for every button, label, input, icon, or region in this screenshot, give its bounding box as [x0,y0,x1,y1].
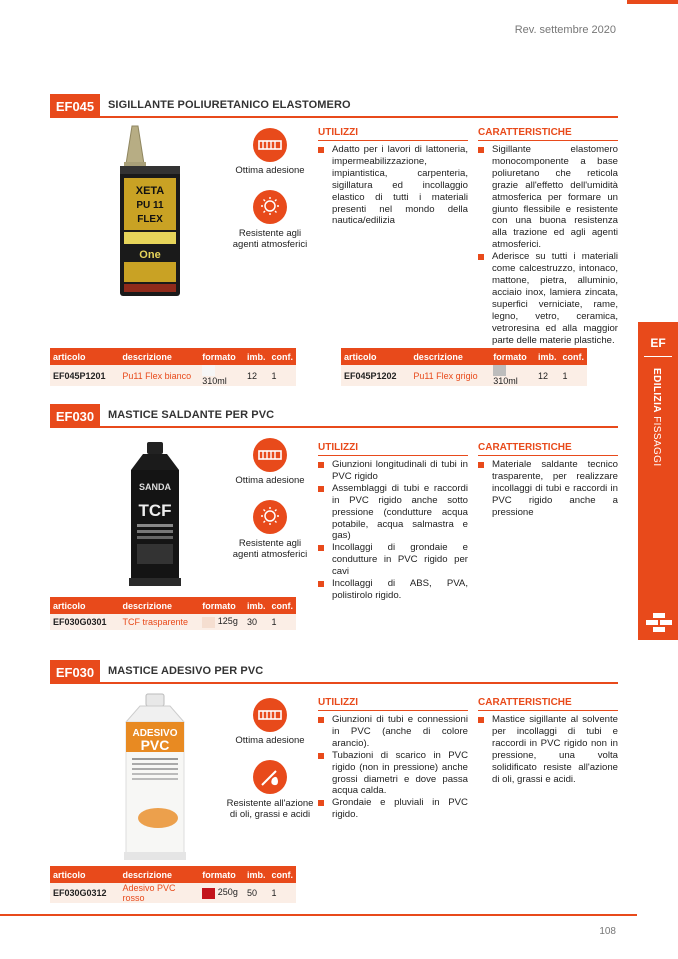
section-header [50,94,618,118]
table-row [50,365,296,386]
weather-icon [253,500,287,534]
specs-list [478,459,618,519]
col-header-descrizione: descrizione [119,348,199,365]
cartridge-label-1: XETA [135,185,165,197]
uses-rule [318,455,468,456]
section-code: EF030 [50,660,100,684]
row-desc: Pu11 Flex bianco [122,370,192,381]
cartridge-label-2: PU 11 [136,200,164,211]
side-tab-label-bold: EDILIZIA [651,368,662,413]
footer-rule [0,914,637,916]
specs-heading: CARATTERISTICHE [478,442,572,453]
section-header [50,404,618,428]
feature-label: Resistente agli agenti atmosferici [232,538,308,560]
uses-column [318,127,468,227]
row-format: 125g [217,616,238,627]
col-header-conf: conf. [268,866,296,883]
side-tab-label-regular: FISSAGGI [651,416,662,467]
uses-heading: UTILIZZI [318,697,358,708]
row-imb: 50 [246,888,257,898]
product-image-cartridge [110,124,195,300]
color-swatch [493,365,506,376]
row-code: EF045P1202 [344,370,397,381]
specs-list [478,144,618,346]
grip-icon [253,698,287,732]
tube-label-1: SANDA [138,482,172,492]
tube-label-2: PVC [140,737,170,753]
col-header-imb: imb. [244,866,269,883]
weather-icon [253,190,287,224]
section-code: EF045 [50,94,100,118]
col-header-formato: formato [199,348,244,365]
uses-list [318,459,468,602]
uses-list [318,144,468,227]
side-category-tab[interactable] [638,322,678,640]
side-tab-code: EF [650,336,666,350]
specs-rule [478,710,618,711]
col-header-articolo: articolo [50,866,119,883]
grip-icon [253,128,287,162]
specs-heading: CARATTERISTICHE [478,697,572,708]
uses-list [318,714,468,821]
color-swatch [202,617,215,628]
uses-rule [318,140,468,141]
drop-icon [253,760,287,794]
revision-label: Rev. settembre 2020 [514,24,616,36]
specs-column [478,127,618,346]
product-table [50,348,296,386]
col-header-imb: imb. [244,597,269,614]
uses-heading: UTILIZZI [318,442,358,453]
col-header-articolo: articolo [50,348,119,365]
product-image-tube-white [118,692,192,864]
col-header-conf: conf. [268,597,296,614]
specs-list [478,714,618,785]
feature-label: Ottima adesione [235,735,305,746]
section-title: MASTICE SALDANTE PER PVC [108,409,275,421]
col-header-conf: conf. [268,348,296,365]
tube-label-1: ADESIVO [132,728,178,739]
feature-label: Ottima adesione [235,475,305,486]
col-header-conf: conf. [559,348,587,365]
col-header-descrizione: descrizione [119,866,199,883]
specs-item: Mastice sigillante al solvente per incollaggi di tubi e raccordi in PVC rigido non in pressione, una volta solidificato resiste all'azione di oli, grassi e acidi. [478,714,618,785]
col-header-articolo: articolo [50,597,119,614]
cartridge-label-3: FLEX [137,214,163,225]
row-desc: TCF trasparente [122,617,188,627]
uses-column [318,442,468,602]
uses-item: Giunzioni di tubi e connessioni in PVC (anche di colore arancio). [318,714,468,750]
col-header-imb: imb. [244,348,269,365]
row-code: EF030G0301 [53,617,107,627]
row-imb: 12 [246,370,257,381]
table-row [50,614,296,630]
section-rule [100,682,618,684]
section-code: EF030 [50,404,100,428]
col-header-formato: formato [199,866,244,883]
page-number: 108 [599,926,616,937]
section-title: MASTICE ADESIVO PER PVC [108,665,264,677]
uses-item: Tubazioni di scarico in PVC rigido (non in pressione) anche grossi diametri e dove passa acqua calda. [318,750,468,798]
uses-rule [318,710,468,711]
table-row [341,365,587,386]
side-tab-label [651,368,662,467]
row-conf: 1 [271,370,277,381]
row-format: 250g [217,887,238,898]
specs-item: Aderisce su tutti i materiali come calcestruzzo, intonaco, mattone, pietra, alluminio, acciaio inox, lamiera zincata, superfici verniciate, rame, legno, vetro, ceramica, vetroresina ed alla maggior parte delle materie plastiche. [478,251,618,346]
col-header-formato: formato [199,597,244,614]
bricks-icon [646,612,672,632]
col-header-descrizione: descrizione [410,348,490,365]
color-swatch [202,365,215,376]
specs-rule [478,455,618,456]
uses-item: Incollaggi di grondaie e condutture in PVC rigido per cavi [318,542,468,578]
feature-label: Resistente all'azione di oli, grassi e acidi [226,798,314,820]
col-header-formato: formato [490,348,535,365]
feature-label: Resistente agli agenti atmosferici [232,228,308,250]
product-table [50,866,296,903]
specs-column [478,442,618,519]
row-conf: 1 [271,888,277,898]
product-table [50,597,296,630]
specs-column [478,697,618,785]
row-conf: 1 [271,617,277,627]
col-header-descrizione: descrizione [119,597,199,614]
row-imb: 12 [537,370,548,381]
product-image-tube-black [125,440,185,590]
row-code: EF030G0312 [53,888,107,898]
top-accent-bar [627,0,678,4]
product-table [341,348,587,386]
uses-item: Grondaie e pluviali in PVC rigido. [318,797,468,821]
col-header-articolo: articolo [341,348,410,365]
specs-item: Sigillante elastomero monocomponente a base poliuretano che reticola grazie all'effetto dell'umidità atmosferica per formare un giunto flessibile e resistente con una buona resistenza alla trazione ed agli agenti atmosferici. [478,144,618,251]
uses-column [318,697,468,821]
section-rule [100,426,618,428]
feature-label: Ottima adesione [235,165,305,176]
specs-item: Materiale saldante tecnico trasparente, per realizzare incollaggi di tubi e raccordi in PVC rigido anche a pressione [478,459,618,519]
row-conf: 1 [562,370,568,381]
row-desc: Adesivo PVC rosso [122,883,176,903]
grip-icon [253,438,287,472]
row-format: 310ml [493,376,518,387]
tube-label-2: TCF [138,501,172,520]
uses-item: Giunzioni longitudinali di tubi in PVC rigido [318,459,468,483]
specs-rule [478,140,618,141]
specs-heading: CARATTERISTICHE [478,127,572,138]
section-title: SIGILLANTE POLIURETANICO ELASTOMERO [108,99,351,111]
row-format: 310ml [202,376,227,387]
section-rule [100,116,618,118]
row-code: EF045P1201 [53,370,106,381]
uses-item: Assemblaggi di tubi e raccordi in PVC rigido anche sotto pressione (condutture acqua potabile, acqua salmastra e gas) [318,483,468,543]
side-tab-rule [644,356,672,357]
row-desc: Pu11 Flex grigio [413,370,478,381]
table-row [50,883,296,903]
uses-heading: UTILIZZI [318,127,358,138]
uses-item: Incollaggi di ABS, PVA, polistirolo rigido. [318,578,468,602]
col-header-imb: imb. [535,348,560,365]
color-swatch [202,888,215,899]
uses-item: Adatto per i lavori di lattoneria, impermeabilizzazione, impiantistica, carpenteria, sigillatura ed incollaggio elastico di tutti i materiali presenti nel mondo della nautica/edilizia [318,144,468,227]
cartridge-label-4: One [139,249,161,261]
section-header [50,660,618,684]
row-imb: 30 [246,617,257,627]
